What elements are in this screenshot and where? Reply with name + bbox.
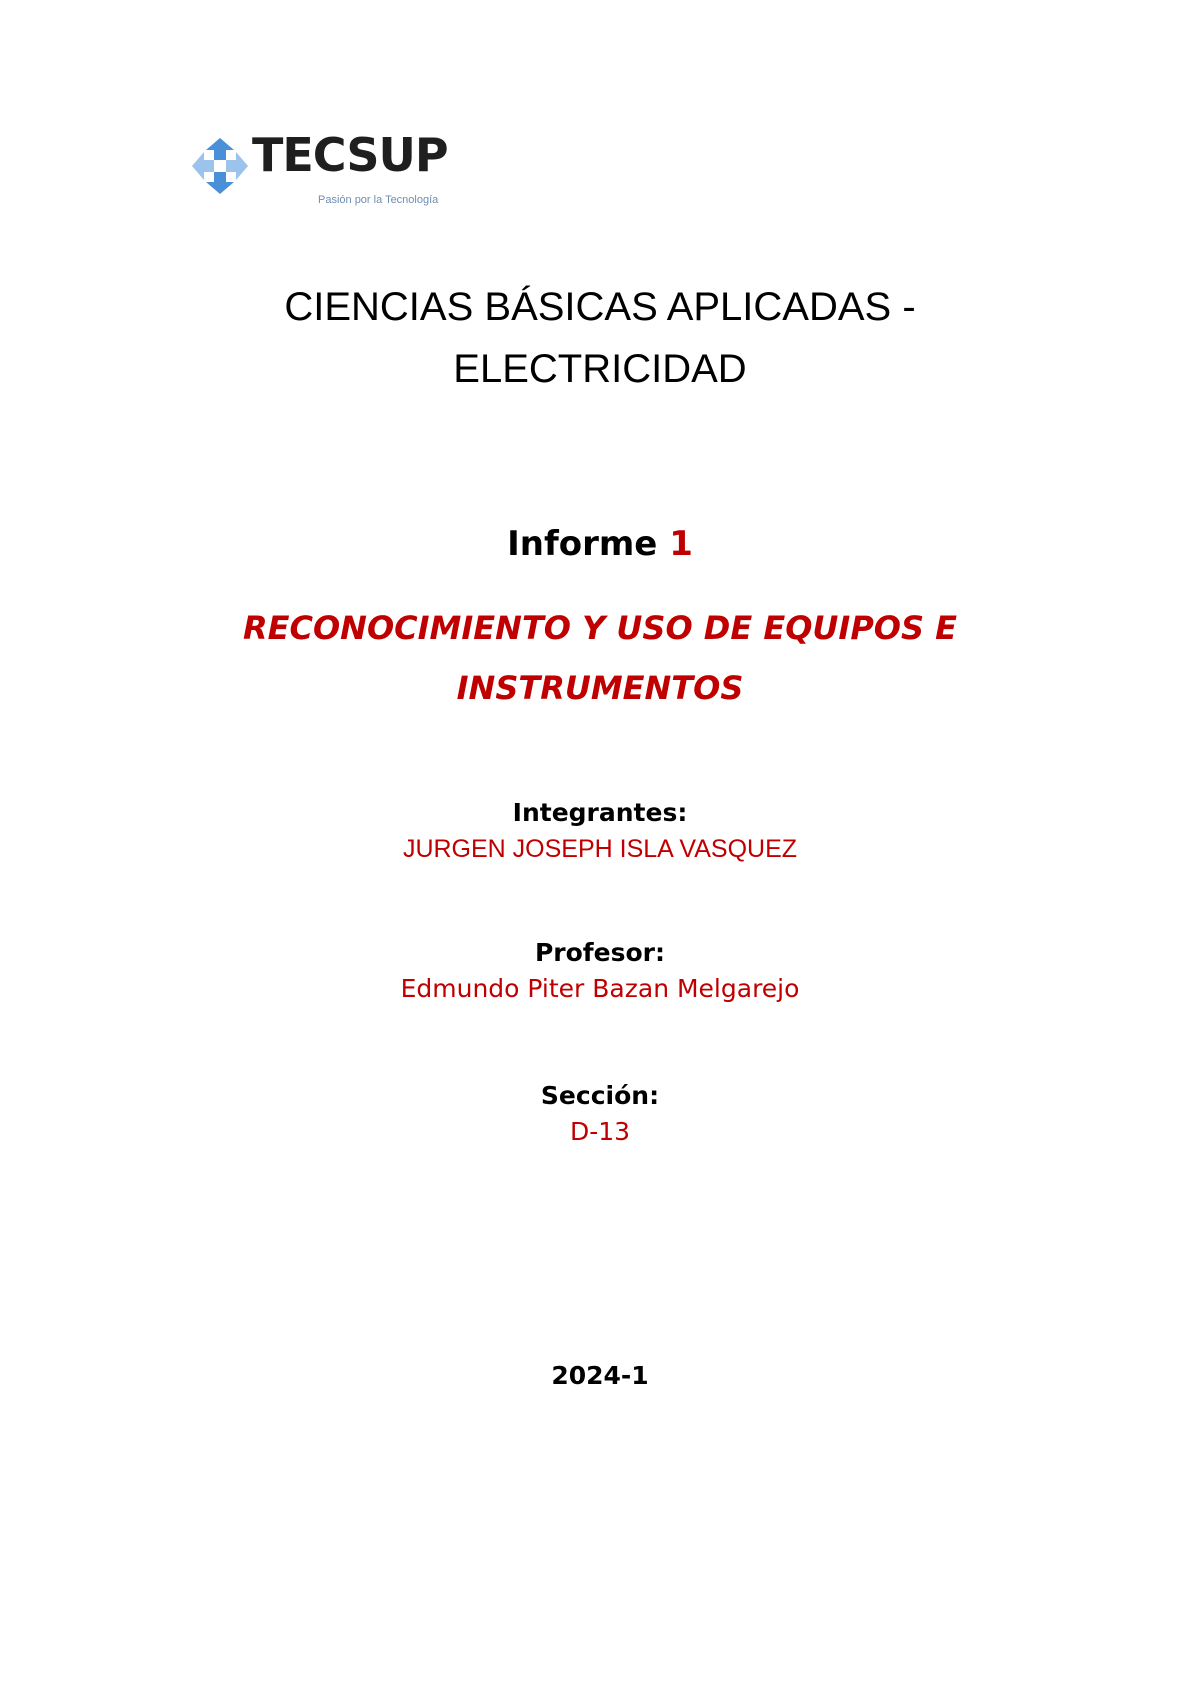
section-label: Sección: (540, 1081, 660, 1110)
tecsup-arrows-icon (190, 136, 250, 196)
teacher-block (0, 935, 1200, 1007)
logo-wordmark: TECSUP (252, 128, 448, 182)
teacher-value: Edmundo Piter Bazan Melgarejo (400, 974, 800, 1003)
course-title-line1: CIENCIAS BÁSICAS APLICADAS - (284, 285, 916, 329)
members-label: Integrantes: (512, 798, 688, 827)
logo-tagline: Pasión por la Tecnología (318, 194, 439, 206)
report-number: 1 (669, 524, 693, 564)
course-title-line2: ELECTRICIDAD (453, 347, 747, 391)
section-block (0, 1078, 1200, 1150)
report-title (0, 598, 1200, 718)
report-label: Informe (507, 524, 658, 564)
course-title (0, 276, 1200, 400)
report-heading (0, 522, 1200, 566)
period: 2024-1 (551, 1361, 649, 1390)
tecsup-logo (190, 128, 450, 212)
members-value: JURGEN JOSEPH ISLA VASQUEZ (402, 835, 798, 863)
report-title-line2: INSTRUMENTOS (456, 669, 744, 707)
teacher-label: Profesor: (534, 938, 666, 967)
report-title-line1: RECONOCIMIENTO Y USO DE EQUIPOS E (242, 609, 958, 647)
members-block (0, 795, 1200, 867)
section-value: D-13 (569, 1117, 631, 1146)
